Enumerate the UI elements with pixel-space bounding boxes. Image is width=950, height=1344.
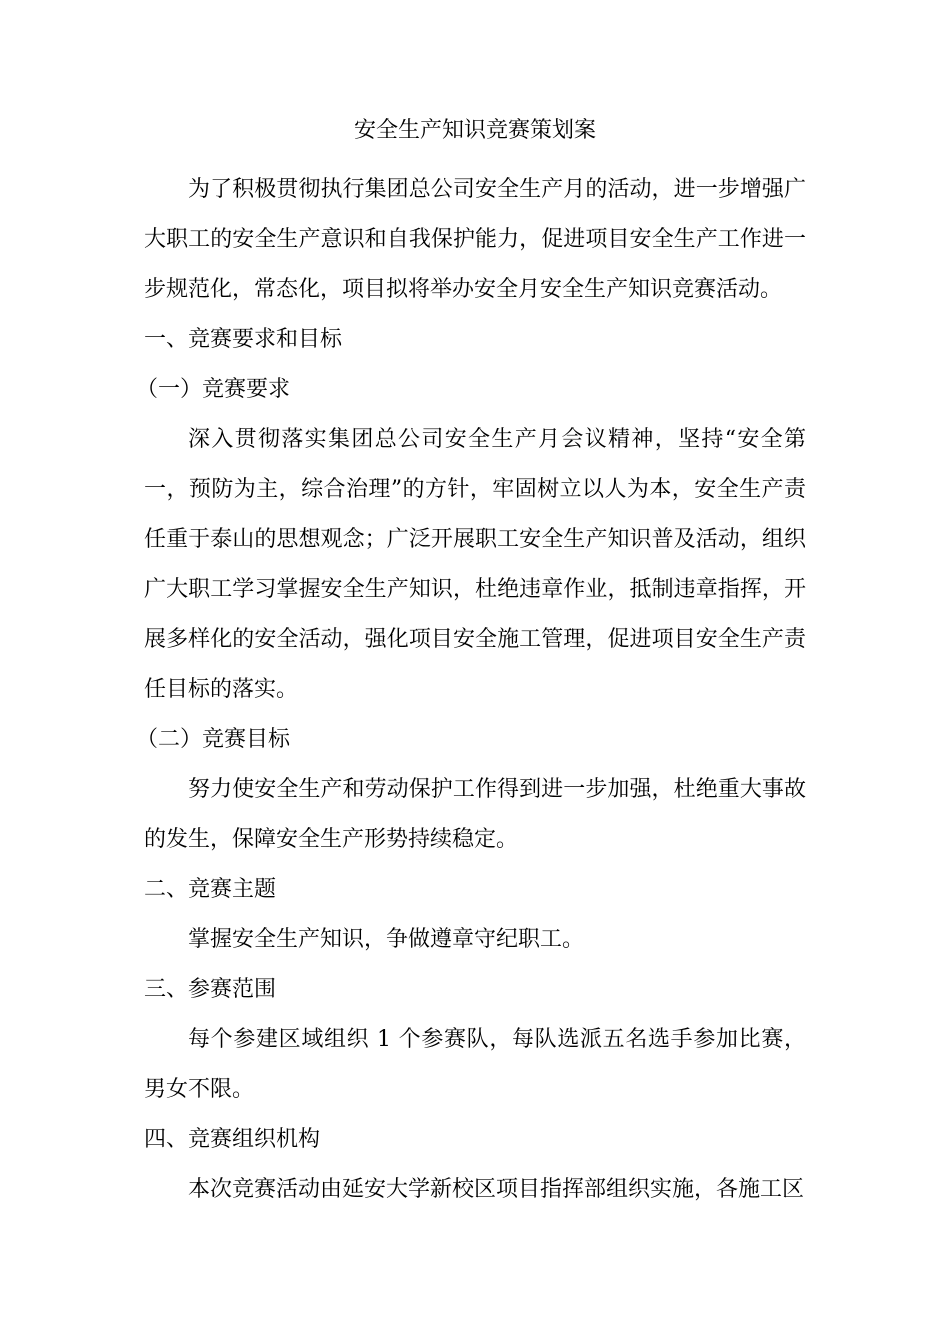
document-title: 安全生产知识竞赛策划案 <box>353 118 596 143</box>
section-heading-requirements-goals: 一、竞赛要求和目标 <box>144 327 343 352</box>
theme-paragraph: 掌握安全生产知识，争做遵章守纪职工。 <box>188 927 585 952</box>
intro-paragraph: 为了积极贯彻执行集团总公司安全生产月的活动，进一步增强广大职工的安全生产意识和自我保护能力，促进项目安全生产工作进一步规范化，常态化，项目拟将举办安全月安全生产知识竞赛活动。 <box>144 177 806 302</box>
subsection-heading-requirements: （一）竞赛要求 <box>136 377 291 402</box>
organization-paragraph: 本次竞赛活动由延安大学新校区项目指挥部组织实施，各施工区 <box>188 1177 805 1202</box>
requirements-paragraph: 深入贯彻落实集团总公司安全生产月会议精神，坚持“安全第一，预防为主，综合治理”的方针，牢固树立以人为本，安全生产责任重于泰山的思想观念；广泛开展职工安全生产知识普及活动，组织广大职工学习掌握安全生产知识，杜绝违章作业，抵制违章指挥，开展多样化的安全活动，强化项目安全施工管理，促进项目安全生产责任目标的落实。 <box>144 427 806 702</box>
goals-paragraph: 努力使安全生产和劳动保护工作得到进一步加强，杜绝重大事故的发生，保障安全生产形势持续稳定。 <box>144 777 806 852</box>
section-heading-scope: 三、参赛范围 <box>144 977 277 1002</box>
section-heading-theme: 二、竞赛主题 <box>144 877 277 902</box>
scope-paragraph: 每个参建区域组织 1 个参赛队，每队选派五名选手参加比赛，男女不限。 <box>144 1027 806 1102</box>
document-body <box>136 165 806 1215</box>
subsection-heading-goals: （二）竞赛目标 <box>136 727 291 752</box>
section-heading-organization: 四、竞赛组织机构 <box>144 1127 321 1152</box>
